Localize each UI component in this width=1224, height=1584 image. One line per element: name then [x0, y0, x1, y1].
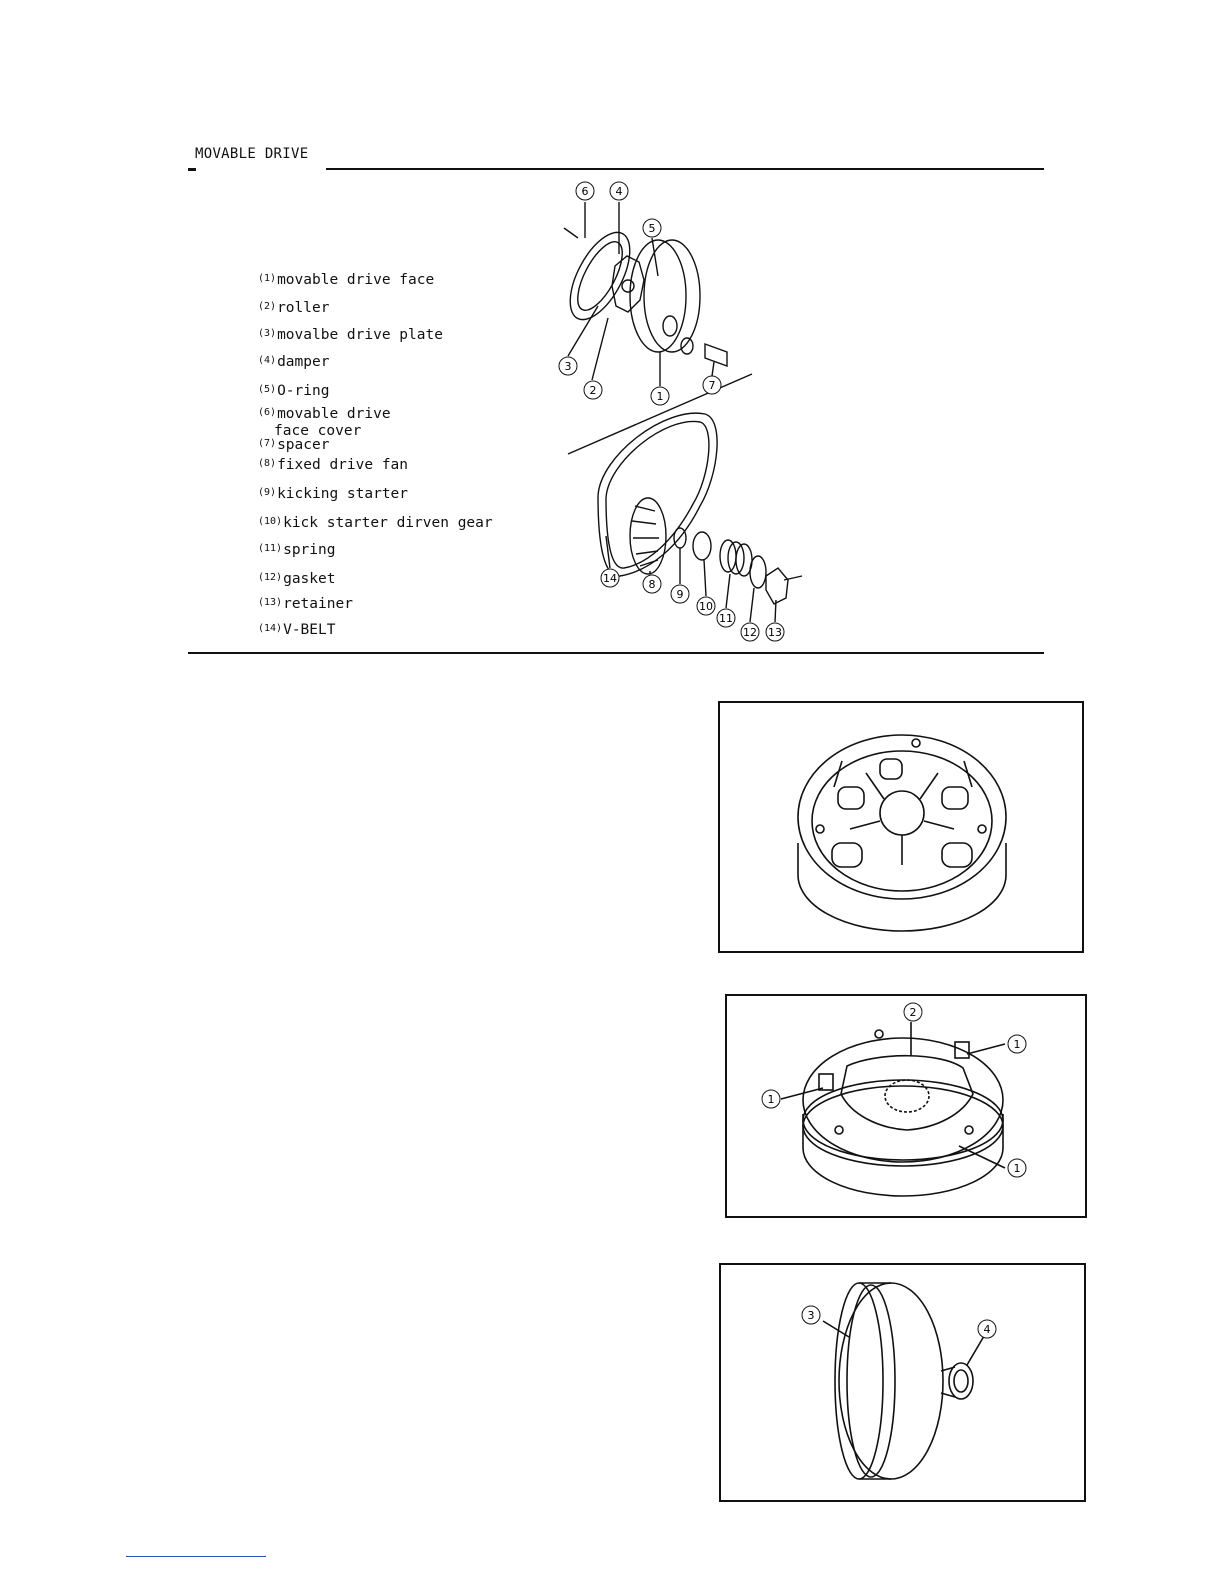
parts-list-item: $^{(3)}$movalbe drive plate: [258, 327, 443, 343]
callout-label: 5: [648, 222, 656, 235]
parts-list-item: $^{(4)}$damper: [258, 354, 330, 370]
callout-label: 1: [1013, 1038, 1021, 1051]
callout-label: 1: [656, 390, 664, 403]
callout-label: 3: [807, 1309, 815, 1322]
parts-list-item: $^{(10)}$kick starter dirven gear: [258, 515, 493, 531]
parts-list-item: $^{(12)}$gasket: [258, 571, 336, 587]
figure-drive-face-side: [719, 1263, 1086, 1502]
exploded-view-diagram: [540, 176, 830, 650]
parts-list-item: $^{(8)}$fixed drive fan: [258, 457, 409, 473]
parts-list-item: $^{(14)}$V-BELT: [258, 622, 336, 638]
callout-label: 9: [676, 588, 684, 601]
callout-label: 7: [708, 379, 716, 392]
callout-label: 6: [581, 185, 589, 198]
callout-label: 1: [1013, 1162, 1021, 1175]
drive-face-side-drawing: [721, 1265, 1084, 1500]
drive-face-rollers-drawing: [720, 703, 1082, 951]
figure-drive-face-rollers: [718, 701, 1084, 953]
parts-list-item: $^{(13)}$retainer: [258, 596, 353, 612]
callout-label: 4: [615, 185, 623, 198]
parts-list-item: $^{(9)}$kicking starter: [258, 486, 409, 502]
parts-list-item: $^{(7)}$spacer: [258, 437, 330, 453]
figure-ramp-plate: [725, 994, 1087, 1218]
parts-list-item: face cover: [274, 423, 362, 439]
parts-list-item: $^{(11)}$spring: [258, 542, 336, 558]
callout-label: 8: [648, 578, 656, 591]
callout-label: 10: [699, 600, 713, 613]
callout-label: 11: [719, 612, 733, 625]
section-title: MOVABLE DRIVE: [195, 146, 309, 162]
parts-list-item: $^{(1)}$movable drive face: [258, 272, 435, 288]
footer-rule: [188, 652, 1044, 654]
callout-label: 4: [983, 1323, 991, 1336]
callout-label: 2: [909, 1006, 917, 1019]
callout-label: 14: [603, 572, 617, 585]
parts-list-item: $^{(6)}$movable drive: [258, 406, 391, 422]
parts-list-item: $^{(2)}$roller: [258, 300, 330, 316]
footer-link-underline: [126, 1556, 266, 1557]
ramp-plate-drawing: [727, 996, 1085, 1216]
callout-label: 1: [767, 1093, 775, 1106]
parts-list-item: $^{(5)}$O-ring: [258, 383, 330, 399]
callout-label: 3: [564, 360, 572, 373]
callout-label: 13: [768, 626, 782, 639]
callout-label: 12: [743, 626, 757, 639]
callout-label: 2: [589, 384, 597, 397]
